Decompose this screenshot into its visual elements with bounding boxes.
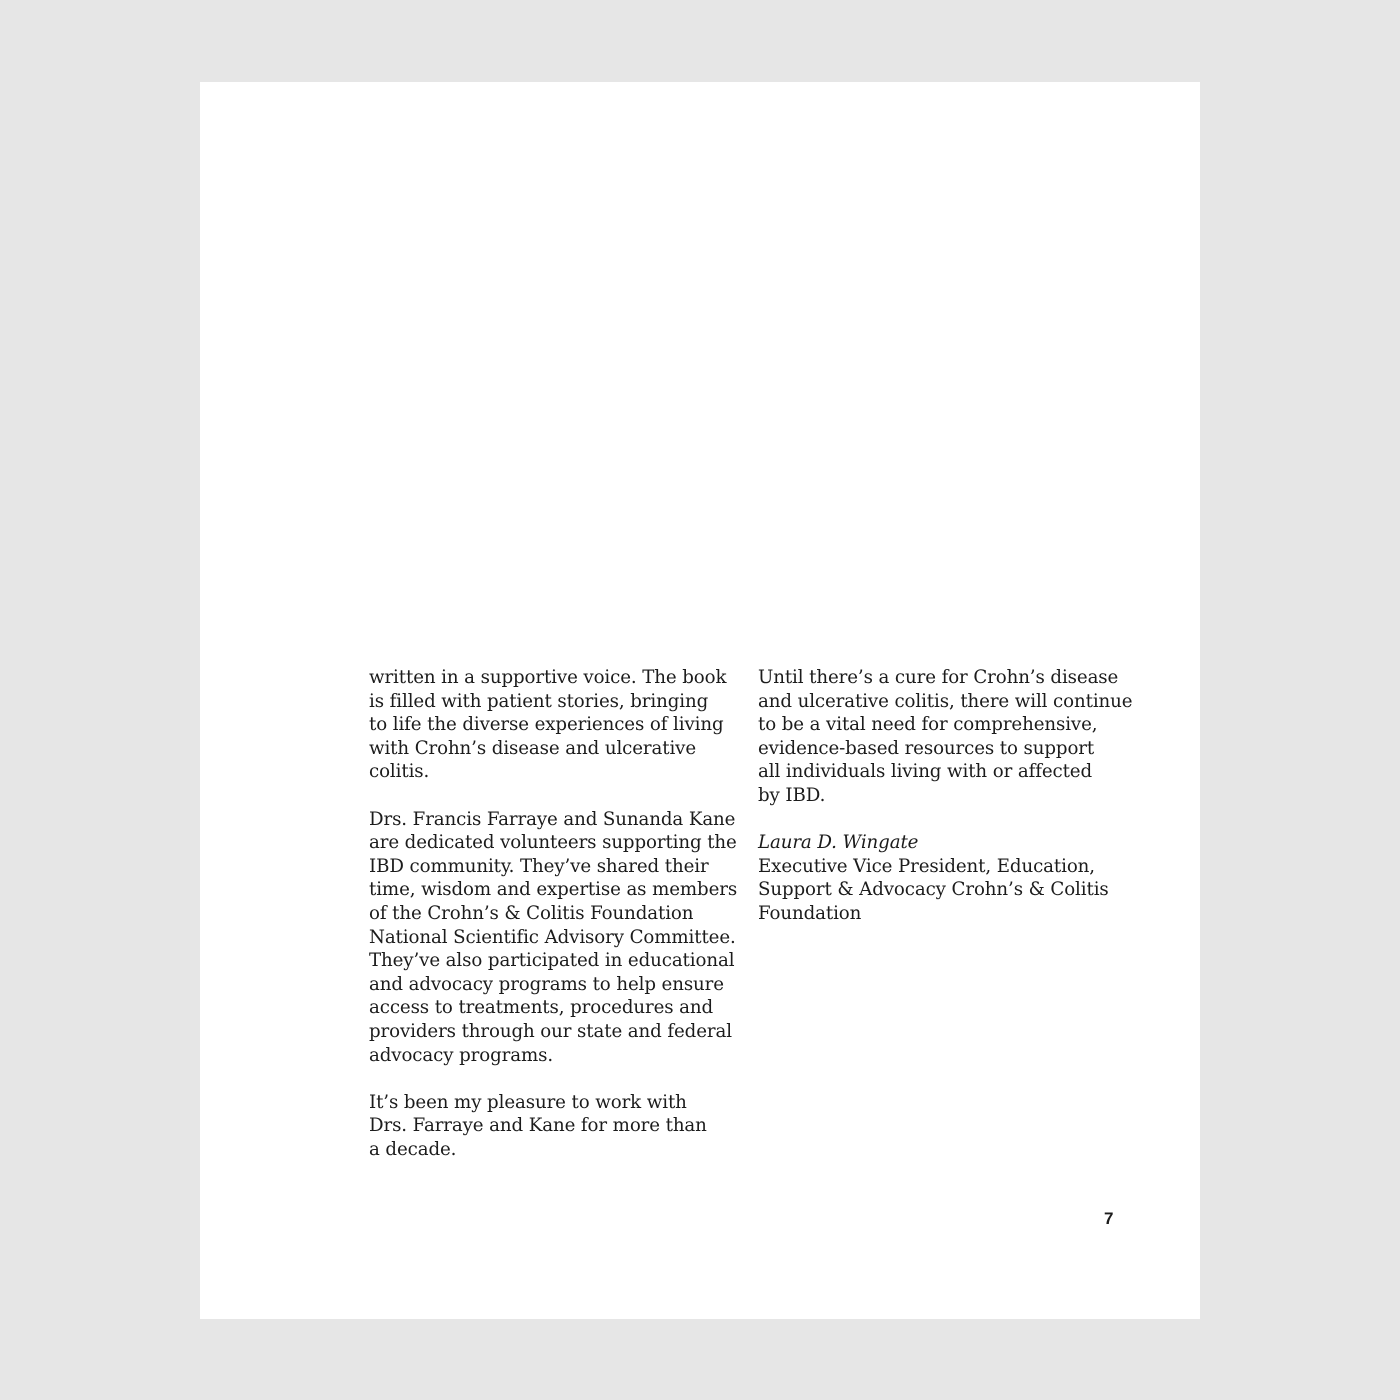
text-line: providers through our state and federal	[369, 1020, 732, 1042]
paragraph-cure	[758, 666, 1133, 808]
signature-block	[758, 831, 1120, 925]
paragraph-supportive-voice	[369, 666, 731, 784]
text-line: and ulcerative colitis, there will continue	[758, 690, 1133, 712]
text-line: They’ve also participated in educational	[369, 950, 735, 972]
text-line: of the Crohn’s & Colitis Foundation	[369, 902, 694, 924]
right-column	[758, 666, 1133, 949]
text-line: with Crohn’s disease and ulcerative	[369, 737, 697, 759]
text-line: is filled with patient stories, bringing	[369, 690, 709, 712]
text-line: IBD community. They’ve shared their	[369, 855, 709, 877]
text-line: National Scientific Advisory Committee.	[369, 926, 736, 948]
text-line: written in a supportive voice. The book	[369, 667, 727, 688]
text-line: It’s been my pleasure to work with	[369, 1091, 687, 1113]
paragraph-pleasure	[369, 1091, 731, 1162]
text-line: Drs. Francis Farraye and Sunanda Kane	[369, 808, 736, 830]
paragraph-volunteers	[369, 808, 738, 1068]
page-number: 7	[1104, 1209, 1114, 1228]
signature-title-line: Foundation	[758, 902, 862, 924]
text-line: advocacy programs.	[369, 1044, 554, 1066]
text-line: by IBD.	[758, 784, 826, 806]
text-line: Drs. Farraye and Kane for more than	[369, 1115, 707, 1137]
signature-name: Laura D. Wingate	[758, 832, 919, 854]
text-line: to be a vital need for comprehensive,	[758, 714, 1098, 736]
text-line: colitis.	[369, 761, 430, 783]
signature-title-line: Support & Advocacy Crohn’s & Colitis	[758, 879, 1109, 901]
document-page	[200, 82, 1200, 1319]
text-line: evidence-based resources to support	[758, 737, 1095, 759]
left-column	[369, 666, 738, 1185]
text-line: and advocacy programs to help ensure	[369, 973, 724, 995]
text-line: access to treatments, procedures and	[369, 997, 714, 1019]
text-line: are dedicated volunteers supporting the	[369, 832, 737, 854]
text-line: to life the diverse experiences of living	[369, 714, 724, 736]
signature-title-line: Executive Vice President, Education,	[758, 855, 1095, 877]
text-line: time, wisdom and expertise as members	[369, 879, 738, 901]
text-line: Until there’s a cure for Crohn’s disease	[758, 667, 1119, 688]
text-line: all individuals living with or affected	[758, 761, 1093, 783]
text-line: a decade.	[369, 1138, 457, 1160]
